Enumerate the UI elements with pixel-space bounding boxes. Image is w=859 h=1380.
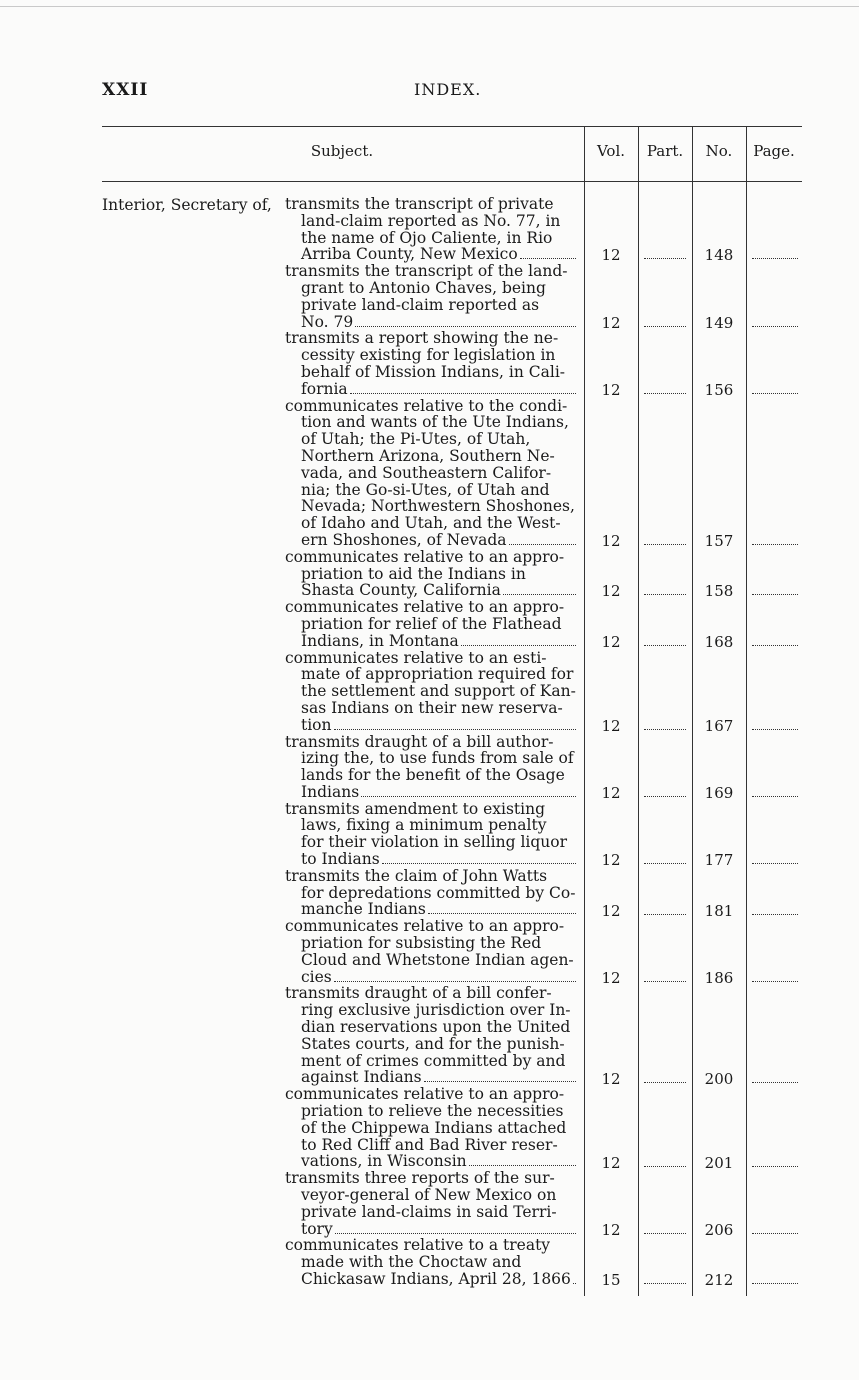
index-entry (285, 330, 577, 397)
entry-line: private land-claims in said Terri- (301, 1202, 557, 1221)
page-title: INDEX. (414, 80, 482, 99)
no-cell: 149 (704, 313, 734, 332)
entry-line: No. 79 (301, 312, 354, 331)
vol-column-rule (584, 126, 585, 1296)
vol-cell: 12 (601, 1153, 621, 1172)
part-column-rule (638, 126, 639, 1296)
leader-dots (334, 981, 576, 982)
index-entry (285, 398, 577, 549)
part-cell-dots (644, 393, 686, 394)
column-header-subject: Subject. (310, 142, 374, 160)
page-number: XXII (102, 80, 149, 100)
page-cell-dots (752, 326, 798, 327)
leader-dots (428, 913, 576, 914)
entry-line: vada, and Southeastern Califor- (301, 463, 552, 482)
vol-cell: 12 (601, 968, 621, 987)
page-cell-dots (752, 1082, 798, 1083)
index-entry (285, 801, 577, 868)
entry-line: transmits a report showing the ne- (285, 329, 559, 348)
leader-dots (382, 863, 576, 864)
no-cell: 157 (704, 532, 734, 550)
page-cell-dots (752, 729, 798, 730)
page-cell-dots (752, 914, 798, 915)
entry-line: for their violation in selling liquor (301, 833, 568, 852)
entry-line: dian reservations upon the United (301, 1018, 571, 1037)
index-entry (285, 599, 577, 649)
entry-line: communicates relative to the condi- (285, 396, 568, 415)
no-cell: 200 (704, 1069, 734, 1088)
entry-line: private land-claim reported as (301, 295, 540, 314)
part-cell-dots (644, 258, 686, 259)
leader-dots (335, 1233, 576, 1234)
entry-line: Cloud and Whetstone Indian agen- (301, 950, 574, 969)
no-cell: 177 (704, 851, 734, 870)
entry-line: transmits three reports of the sur- (285, 1169, 555, 1188)
page-cell-dots (752, 258, 798, 259)
entry-line: for depredations committed by Co- (301, 883, 576, 902)
leader-dots (361, 796, 576, 797)
page-column-rule (746, 126, 747, 1296)
part-cell-dots (644, 544, 686, 545)
vol-cell: 12 (601, 380, 621, 399)
no-cell: 201 (704, 1153, 734, 1172)
page-cell-dots (752, 1283, 798, 1284)
subject-column (285, 196, 577, 1288)
part-cell-dots (644, 863, 686, 864)
index-entry (285, 263, 577, 330)
entry-line: the name of Ojo Caliente, in Rio (301, 228, 553, 247)
entry-line: the settlement and support of Kan- (301, 682, 576, 701)
entry-line: behalf of Mission Indians, in Cali- (301, 362, 566, 381)
no-cell: 167 (704, 716, 734, 735)
part-cell-dots (644, 981, 686, 982)
index-entry (285, 734, 577, 801)
leader-dots (334, 729, 576, 730)
vol-cell: 12 (601, 716, 621, 735)
no-cell: 148 (704, 246, 734, 265)
index-entry (285, 868, 577, 918)
no-cell: 158 (704, 582, 734, 601)
entry-line: mate of appropriation required for (301, 665, 574, 684)
no-cell: 156 (704, 380, 734, 399)
index-entry (285, 1170, 577, 1237)
entry-line: transmits draught of a bill author- (285, 732, 554, 751)
table-top-rule (102, 126, 802, 127)
entry-heading: Interior, Secretary of, (102, 196, 272, 214)
leader-dots (509, 544, 576, 545)
entry-line: transmits draught of a bill confer- (285, 984, 552, 1003)
entry-line: communicates relative to an appro- (285, 598, 565, 617)
vol-cell: 12 (601, 632, 621, 651)
page-cell-dots (752, 393, 798, 394)
column-header-no: No. (705, 142, 733, 160)
entry-line: Indians, in Montana (301, 631, 459, 650)
entry-line: sas Indians on their new reserva- (301, 698, 563, 717)
leader-dots (461, 645, 576, 646)
entry-line: Northern Arizona, Southern Ne- (301, 446, 555, 465)
part-cell-dots (644, 914, 686, 915)
entry-line: against Indians (301, 1068, 422, 1087)
entry-line: communicates relative to a treaty (285, 1236, 551, 1255)
leader-dots (355, 326, 576, 327)
index-table (102, 126, 802, 1296)
entry-line: communicates relative to an appro- (285, 547, 565, 566)
no-cell: 206 (704, 1220, 734, 1239)
entry-line: tory (301, 1219, 333, 1238)
entry-line: of Utah; the Pi-Utes, of Utah, (301, 430, 531, 449)
vol-cell: 12 (601, 582, 621, 601)
no-cell: 186 (704, 968, 734, 987)
entry-line: transmits amendment to existing (285, 799, 546, 818)
leader-dots (424, 1081, 576, 1082)
entry-line: States courts, and for the punish- (301, 1034, 565, 1053)
vol-cell: 12 (601, 1220, 621, 1239)
no-cell: 169 (704, 784, 734, 802)
page-cell-dots (752, 594, 798, 595)
vol-cell: 12 (601, 784, 621, 802)
part-cell-dots (644, 594, 686, 595)
entry-line: fornia (301, 379, 348, 398)
leader-dots (350, 393, 576, 394)
part-cell-dots (644, 729, 686, 730)
entry-line: grant to Antonio Chaves, being (301, 278, 546, 297)
column-header-vol: Vol. (596, 142, 626, 160)
page-cell-dots (752, 544, 798, 545)
entry-line: land-claim reported as No. 77, in (301, 211, 561, 230)
page-cell-dots (752, 863, 798, 864)
entry-line: ment of crimes committed by and (301, 1051, 566, 1070)
entry-line: priation for relief of the Flathead (301, 614, 562, 633)
entry-line: ern Shoshones, of Nevada (301, 530, 507, 549)
no-cell: 181 (704, 901, 734, 920)
entry-line: to Red Cliff and Bad River reser- (301, 1135, 558, 1154)
entry-line: ring exclusive jurisdiction over In- (301, 1001, 571, 1020)
entry-line: transmits the transcript of private (285, 195, 554, 213)
entry-line: priation for subsisting the Red (301, 934, 542, 953)
vol-cell: 12 (601, 901, 621, 920)
entry-line: Chickasaw Indians, April 28, 1866 (301, 1270, 571, 1288)
vol-cell: 12 (601, 532, 621, 550)
entry-line: manche Indians (301, 900, 426, 919)
entry-line: nia; the Go-si-Utes, of Utah and (301, 480, 550, 499)
index-entry (285, 1086, 577, 1170)
entry-line: priation to aid the Indians in (301, 564, 526, 583)
vol-cell: 15 (601, 1271, 621, 1290)
entry-line: vations, in Wisconsin (301, 1152, 467, 1171)
page-cell-dots (752, 645, 798, 646)
index-entry (285, 196, 577, 263)
page-cell-dots (752, 1233, 798, 1234)
page-cell-dots (752, 981, 798, 982)
part-cell-dots (644, 1166, 686, 1167)
entry-line: tion (301, 715, 332, 734)
entry-line: Nevada; Northwestern Shoshones, (301, 497, 575, 516)
part-cell-dots (644, 1082, 686, 1083)
index-entry (285, 650, 577, 734)
entry-line: priation to relieve the necessities (301, 1102, 564, 1121)
entry-line: laws, fixing a minimum penalty (301, 816, 547, 835)
column-header-part: Part. (646, 142, 684, 160)
page-cell-dots (752, 796, 798, 797)
no-cell: 168 (704, 632, 734, 651)
entry-line: cessity existing for legislation in (301, 346, 556, 365)
entry-line: communicates relative to an esti- (285, 648, 547, 667)
vol-cell: 12 (601, 246, 621, 265)
entry-line: Shasta County, California (301, 581, 501, 600)
column-header-page: Page. (753, 142, 795, 160)
leader-dots (503, 594, 576, 595)
running-head (102, 80, 802, 102)
vol-cell: 12 (601, 313, 621, 332)
index-entry (285, 549, 577, 599)
entry-line: of Idaho and Utah, and the West- (301, 514, 561, 533)
page-cell-dots (752, 1166, 798, 1167)
index-entry (285, 1237, 577, 1287)
part-cell-dots (644, 326, 686, 327)
entry-line: veyor-general of New Mexico on (301, 1186, 557, 1205)
vol-cell: 12 (601, 851, 621, 870)
entry-line: Arriba County, New Mexico (301, 245, 518, 264)
leader-dots (469, 1165, 576, 1166)
no-cell: 212 (704, 1271, 734, 1290)
entry-line: izing the, to use funds from sale of (301, 749, 574, 768)
part-cell-dots (644, 1233, 686, 1234)
entry-line: communicates relative to an appro- (285, 1085, 565, 1104)
entry-line: transmits the claim of John Watts (285, 866, 548, 885)
entry-line: communicates relative to an appro- (285, 917, 565, 936)
entry-line: Indians (301, 782, 360, 801)
vol-cell: 12 (601, 1069, 621, 1088)
top-edge-rule (0, 6, 859, 7)
header-bottom-rule (102, 181, 802, 182)
entry-line: transmits the transcript of the land- (285, 262, 568, 281)
index-entry (285, 918, 577, 985)
part-cell-dots (644, 1283, 686, 1284)
part-cell-dots (644, 645, 686, 646)
leader-dots (520, 258, 576, 259)
entry-line: cies (301, 967, 332, 986)
index-entry (285, 985, 577, 1086)
no-column-rule (692, 126, 693, 1296)
entry-line: made with the Choctaw and (301, 1253, 522, 1272)
entry-line: of the Chippewa Indians attached (301, 1118, 567, 1137)
leader-dots (573, 1283, 576, 1284)
entry-line: to Indians (301, 850, 380, 869)
entry-line: tion and wants of the Ute Indians, (301, 413, 569, 432)
entry-line: lands for the benefit of the Osage (301, 766, 565, 785)
part-cell-dots (644, 796, 686, 797)
